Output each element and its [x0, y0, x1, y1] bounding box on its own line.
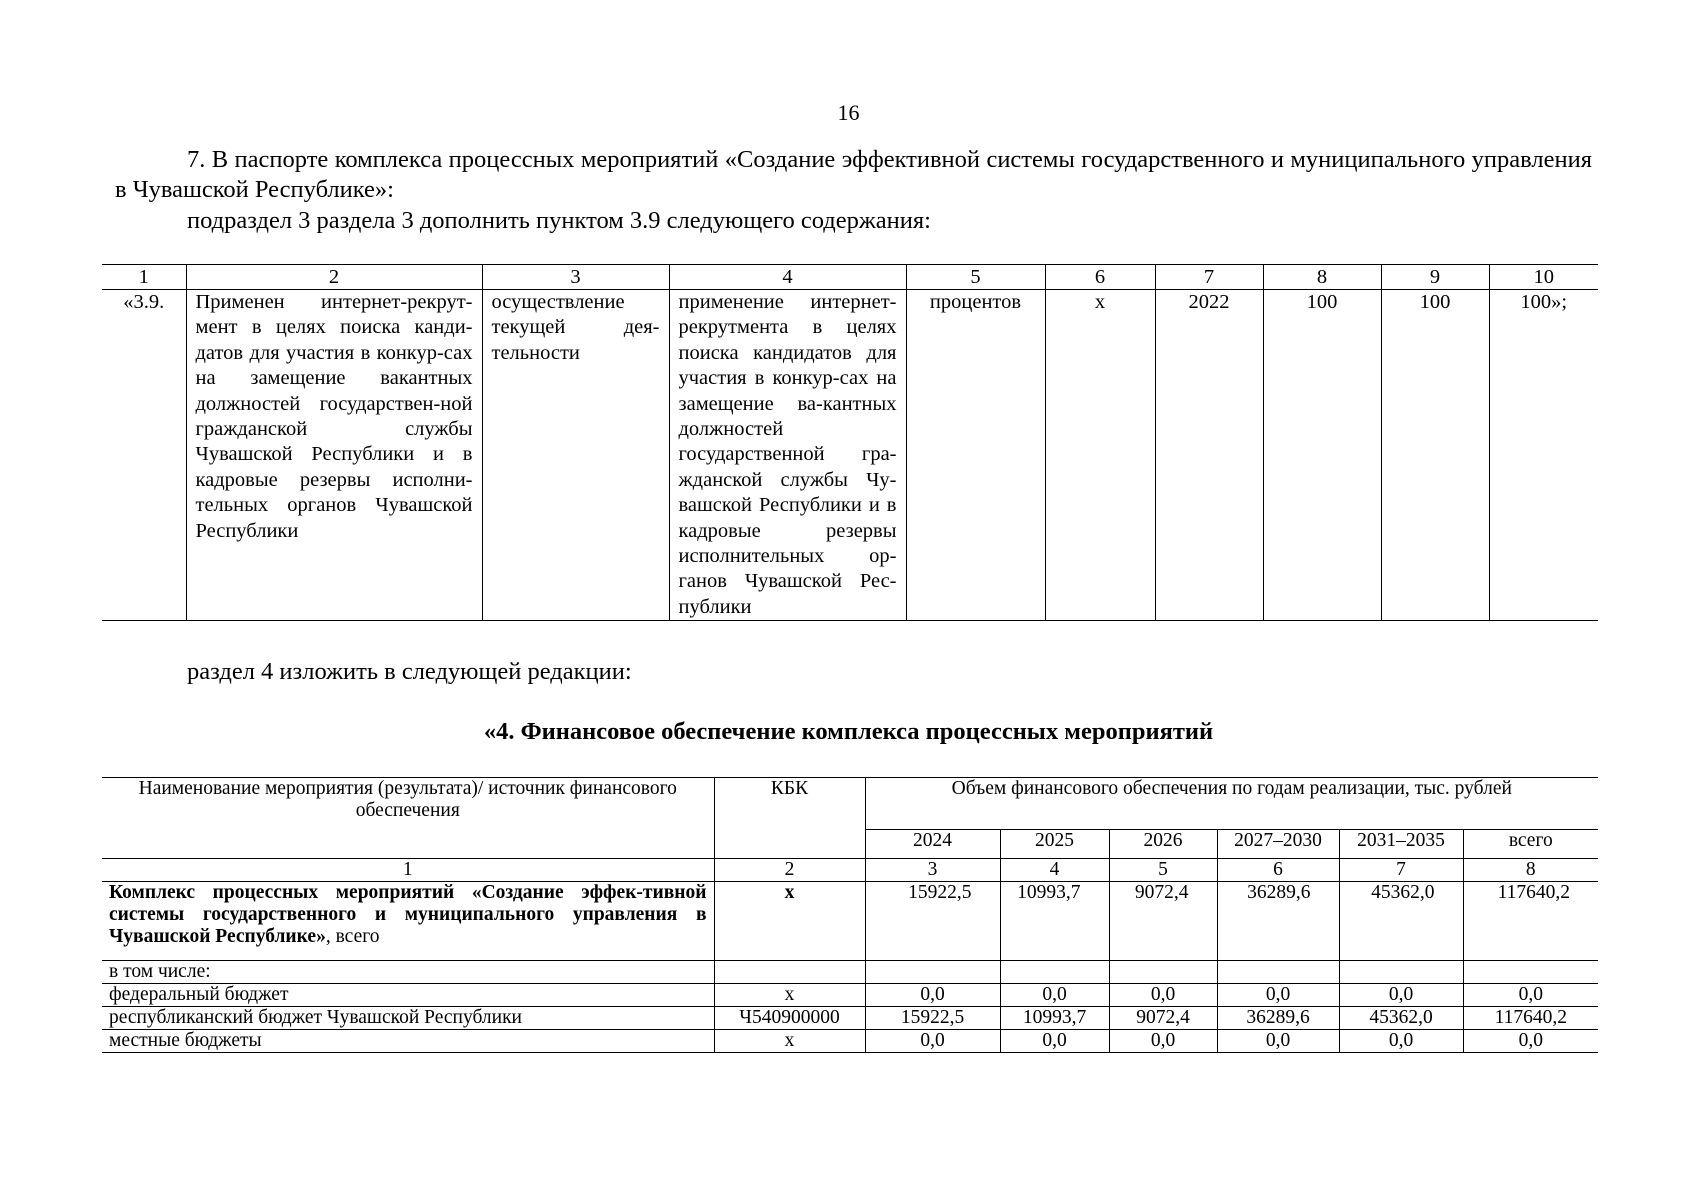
table-row — [102, 984, 1598, 1007]
row-republic-2024: 15922,5 — [865, 1007, 1000, 1030]
colnum-6: 6 — [1217, 859, 1339, 882]
colnum-7: 7 — [1339, 859, 1463, 882]
row-republic-2026: 9072,4 — [1109, 1007, 1217, 1030]
row-republic-kbk: Ч540900000 — [714, 1007, 865, 1030]
col-num-1: 1 — [102, 265, 186, 290]
complex-2026: 9072,4 — [1109, 882, 1217, 961]
complex-total: 117640,2 — [1463, 882, 1598, 961]
colnum-3: 3 — [865, 859, 1000, 882]
column-numbers-row — [102, 859, 1598, 882]
row-local-kbk: х — [714, 1030, 865, 1053]
cell-col9: 100 — [1381, 290, 1489, 621]
row-federal-2031-2035: 0,0 — [1339, 984, 1463, 1007]
col-num-8: 8 — [1263, 265, 1381, 290]
cell-col7: 2022 — [1155, 290, 1263, 621]
year-2025: 2025 — [1000, 830, 1109, 859]
table-row — [102, 290, 1598, 621]
row-local-name: местные бюджеты — [102, 1030, 714, 1053]
complex-kbk: х — [714, 882, 865, 961]
table-row-complex — [102, 882, 1598, 961]
year-2024: 2024 — [865, 830, 1000, 859]
year-2027-2030: 2027–2030 — [1217, 830, 1339, 859]
row-republic-total: 117640,2 — [1463, 1007, 1598, 1030]
year-2031-2035: 2031–2035 — [1339, 830, 1463, 859]
table-row-including — [102, 961, 1598, 984]
col-num-5: 5 — [906, 265, 1045, 290]
row-federal-name: федеральный бюджет — [102, 984, 714, 1007]
item-number: «3.9. — [102, 290, 186, 621]
row-republic-2025: 10993,7 — [1000, 1007, 1109, 1030]
header-name: Наименование мероприятия (результата)/ источник финансового обеспечения — [102, 778, 714, 859]
complex-2025: 10993,7 — [1000, 882, 1109, 961]
col-num-2: 2 — [186, 265, 482, 290]
complex-2024: 15922,5 — [865, 882, 1000, 961]
complex-name-bold: Комплекс процессных мероприятий «Создание эффек-тивной системы государственного и муниципального управления в Чувашской Республике» — [109, 882, 707, 947]
row-republic-name: республиканский бюджет Чувашской Республики — [102, 1007, 714, 1030]
complex-name — [102, 882, 714, 961]
indicator-table — [102, 264, 1598, 621]
cell-col6: х — [1045, 290, 1155, 621]
colnum-4: 4 — [1000, 859, 1109, 882]
colnum-5: 5 — [1109, 859, 1217, 882]
col-num-4: 4 — [669, 265, 906, 290]
indicator-description: применение интернет-рекрутмента в целях поиска кандидатов для участия в конкур-сах на замещение ва-кантных должностей государственной гра-жданской службы Чу-вашской Республики и в кадровые резервы исполнительных ор-ганов Чувашской Рес-публики — [669, 290, 906, 621]
header-volume: Объем финансового обеспечения по годам реализации, тыс. рублей — [865, 778, 1598, 830]
indicator-name: Применен интернет-рекрут-мент в целях поиска канди-датов для участия в конкур-сах на замещение вакантных должностей государствен-ной гражданской службы Чувашской Республики и в кадровые резервы исполни-тельных органов Чувашской Республики — [186, 290, 482, 621]
indicator-table-header — [102, 265, 1598, 290]
paragraph-section4-instruction: раздел 4 изложить в следующей редакции: — [187, 658, 632, 685]
col-num-3: 3 — [482, 265, 669, 290]
row-federal-total: 0,0 — [1463, 984, 1598, 1007]
financing-table — [102, 777, 1598, 1053]
header-kbk: КБК — [714, 778, 865, 859]
paragraph-subsection-instruction: подраздел 3 раздела 3 дополнить пунктом 3.9 следующего содержания: — [187, 207, 931, 234]
section-heading: «4. Финансовое обеспечение комплекса процессных мероприятий — [483, 718, 1214, 745]
page-number: 16 — [837, 100, 860, 125]
row-local-2025: 0,0 — [1000, 1030, 1109, 1053]
complex-name-tail: , всего — [325, 926, 380, 947]
including-label: в том числе: — [102, 961, 714, 984]
col-num-6: 6 — [1045, 265, 1155, 290]
row-republic-2031-2035: 45362,0 — [1339, 1007, 1463, 1030]
row-federal-2026: 0,0 — [1109, 984, 1217, 1007]
row-local-total: 0,0 — [1463, 1030, 1598, 1053]
col-num-7: 7 — [1155, 265, 1263, 290]
indicator-unit: процентов — [906, 290, 1045, 621]
row-local-2027-2030: 0,0 — [1217, 1030, 1339, 1053]
complex-2027-2030: 36289,6 — [1217, 882, 1339, 961]
paragraph-7-intro: 7. В паспорте комплекса процессных мероприятий «Создание эффективной системы государственного и муниципального управления в Чувашской Республике»: — [115, 146, 1592, 203]
row-federal-kbk: х — [714, 984, 865, 1007]
row-local-2031-2035: 0,0 — [1339, 1030, 1463, 1053]
indicator-type: осуществление текущей дея-тельности — [482, 290, 669, 621]
row-federal-2027-2030: 0,0 — [1217, 984, 1339, 1007]
col-num-10: 10 — [1489, 265, 1598, 290]
colnum-1: 1 — [102, 859, 714, 882]
col-num-9: 9 — [1381, 265, 1489, 290]
year-total: всего — [1463, 830, 1598, 859]
row-federal-2024: 0,0 — [865, 984, 1000, 1007]
year-2026: 2026 — [1109, 830, 1217, 859]
row-local-2024: 0,0 — [865, 1030, 1000, 1053]
table-row — [102, 1030, 1598, 1053]
colnum-2: 2 — [714, 859, 865, 882]
colnum-8: 8 — [1463, 859, 1598, 882]
cell-col8: 100 — [1263, 290, 1381, 621]
row-federal-2025: 0,0 — [1000, 984, 1109, 1007]
table-row — [102, 1007, 1598, 1030]
row-local-2026: 0,0 — [1109, 1030, 1217, 1053]
cell-col10: 100»; — [1489, 290, 1598, 621]
complex-2031-2035: 45362,0 — [1339, 882, 1463, 961]
row-republic-2027-2030: 36289,6 — [1217, 1007, 1339, 1030]
